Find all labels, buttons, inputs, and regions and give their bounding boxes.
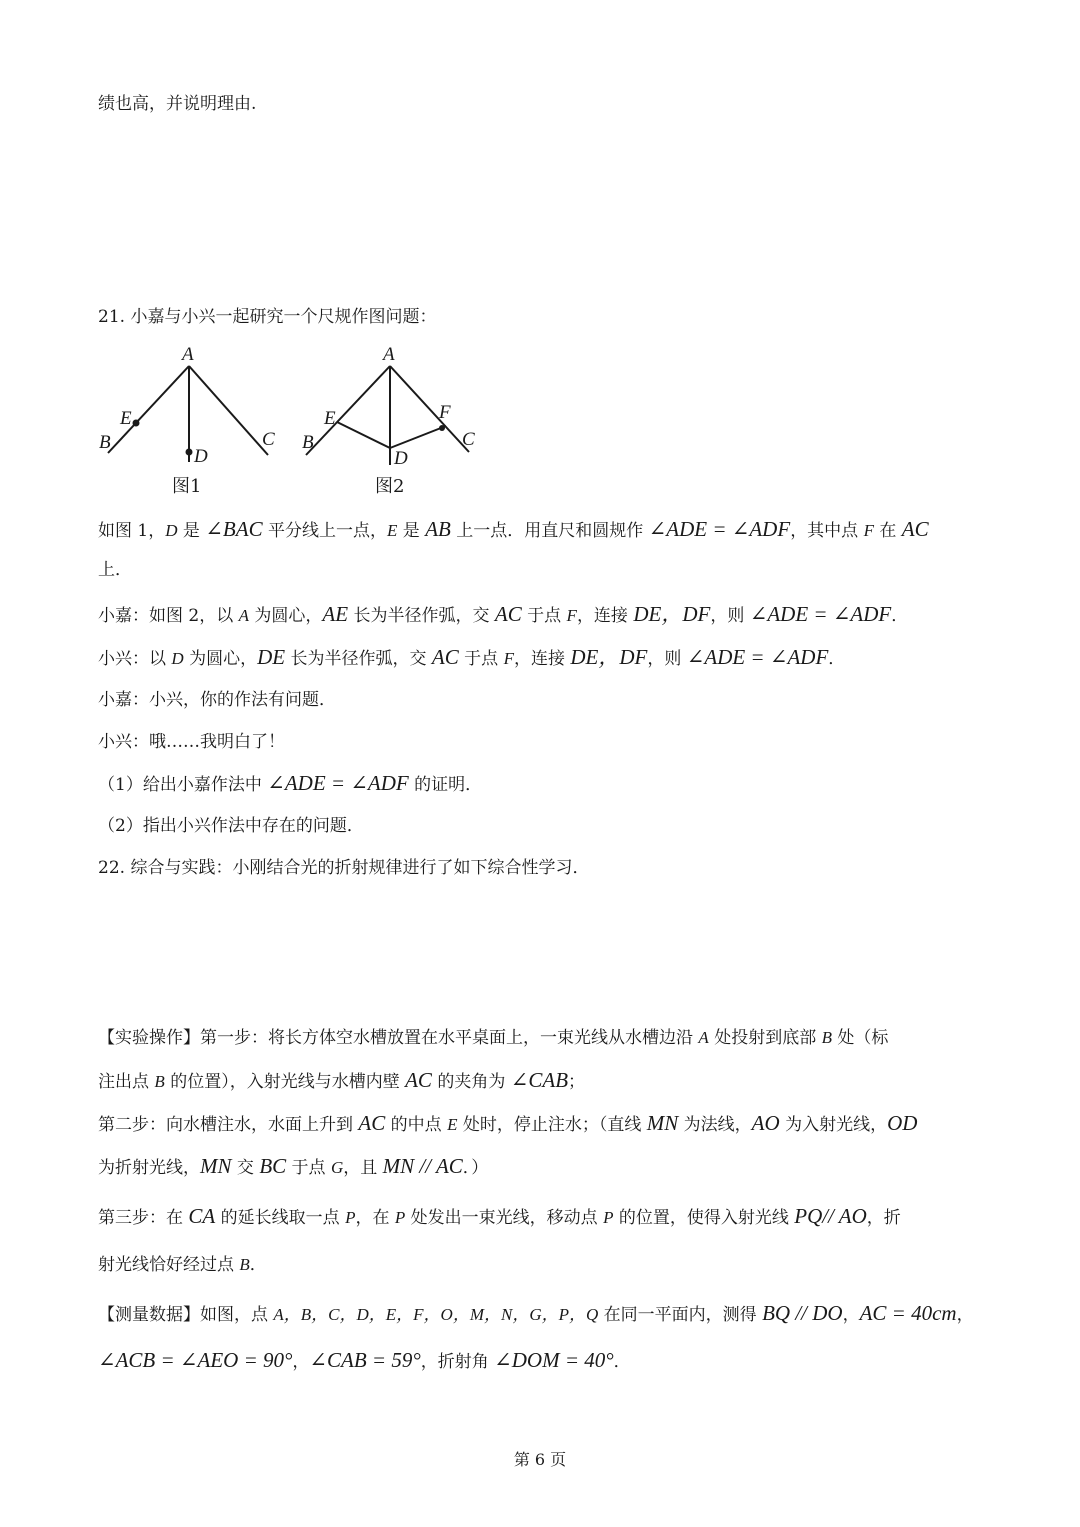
fig1-label-c: C (262, 429, 275, 450)
q21-intro: 21. 小嘉与小兴一起研究一个尺规作图问题： (98, 307, 437, 327)
q21-figure (96, 340, 496, 500)
q22-line-4: 为折射光线，MN 交 BC 于点 G，且 MN // AC．） (98, 1154, 489, 1178)
q22-line-1: 【实验操作】第一步：将长方体空水槽放置在水平桌面上，一束光线从水槽边沿 A 处投射到底部 B 处（标 (98, 1028, 889, 1048)
fig1-caption: 图1 (172, 476, 202, 497)
q22-intro: 22. 综合与实践：小刚结合光的折射规律进行了如下综合性学习． (98, 858, 590, 878)
q21-line-3: 小嘉：如图 2，以 A 为圆心，AE 长为半径作弧，交 AC 于点 F，连接 DE，DF，则 ∠ADE = ∠ADF． (98, 602, 909, 626)
q22-line-2: 注出点 B 的位置），入射光线与水槽内壁 AC 的夹角为 ∠CAB； (98, 1068, 586, 1092)
fig1-label-e: E (120, 408, 132, 429)
fig2-point-f (439, 425, 445, 431)
fig1-label-a: A (182, 344, 194, 365)
q21-line-2: 上． (98, 560, 132, 580)
page-footer: 第 6 页 (513, 1450, 567, 1469)
fig2-label-f: F (439, 402, 451, 423)
q21-line-4: 小兴：以 D 为圆心，DE 长为半径作弧，交 AC 于点 F，连接 DE，DF，则 ∠ADE = ∠ADF． (98, 645, 846, 669)
fig2-label-a: A (383, 344, 395, 365)
q22-line-6: 射光线恰好经过点 B． (98, 1255, 267, 1275)
fig2-label-c: C (462, 429, 475, 450)
fig1-label-d: D (194, 446, 208, 467)
q22-line-3: 第二步：向水槽注水，水面上升到 AC 的中点 E 处时，停止注水；（直线 MN 为法线，AO 为入射光线，OD (98, 1111, 918, 1135)
figure-1 (108, 366, 268, 462)
fig1-label-b: B (99, 432, 111, 453)
q21-line-1: 如图 1，D 是 ∠BAC 平分线上一点，E 是 AB 上一点．用直尺和圆规作 ∠ADE = ∠ADF，其中点 F 在 AC (98, 517, 929, 541)
fig2-caption: 图2 (375, 476, 405, 497)
q22-line-5: 第三步：在 CA 的延长线取一点 P，在 P 处发出一束光线，移动点 P 的位置，使得入射光线 PQ// AO，折 (98, 1204, 901, 1228)
q21-line-6: 小兴：哦……我明白了！ (98, 732, 285, 752)
carryover-line: 绩也高，并说明理由. (98, 94, 257, 114)
fig2-label-e: E (324, 408, 336, 429)
fig1-point-e (133, 420, 140, 427)
q21-line-5: 小嘉：小兴，你的作法有问题． (98, 690, 336, 710)
fig2-label-b: B (302, 432, 314, 453)
q21-sub-2: （2）指出小兴作法中存在的问题． (98, 816, 364, 836)
fig2-label-d: D (394, 448, 408, 469)
q21-sub-1: （1）给出小嘉作法中 ∠ADE = ∠ADF 的证明． (98, 771, 483, 795)
q22-line-8: ∠ACB = ∠AEO = 90°，∠CAB = 59°，折射角 ∠DOM = 40°． (98, 1348, 631, 1372)
fig1-point-d (186, 449, 193, 456)
q22-line-7: 【测量数据】如图，点 A，B，C，D，E，F，O，M，N，G，P，Q 在同一平面内，测得 BQ // DO，AC = 40cm， (98, 1301, 974, 1325)
